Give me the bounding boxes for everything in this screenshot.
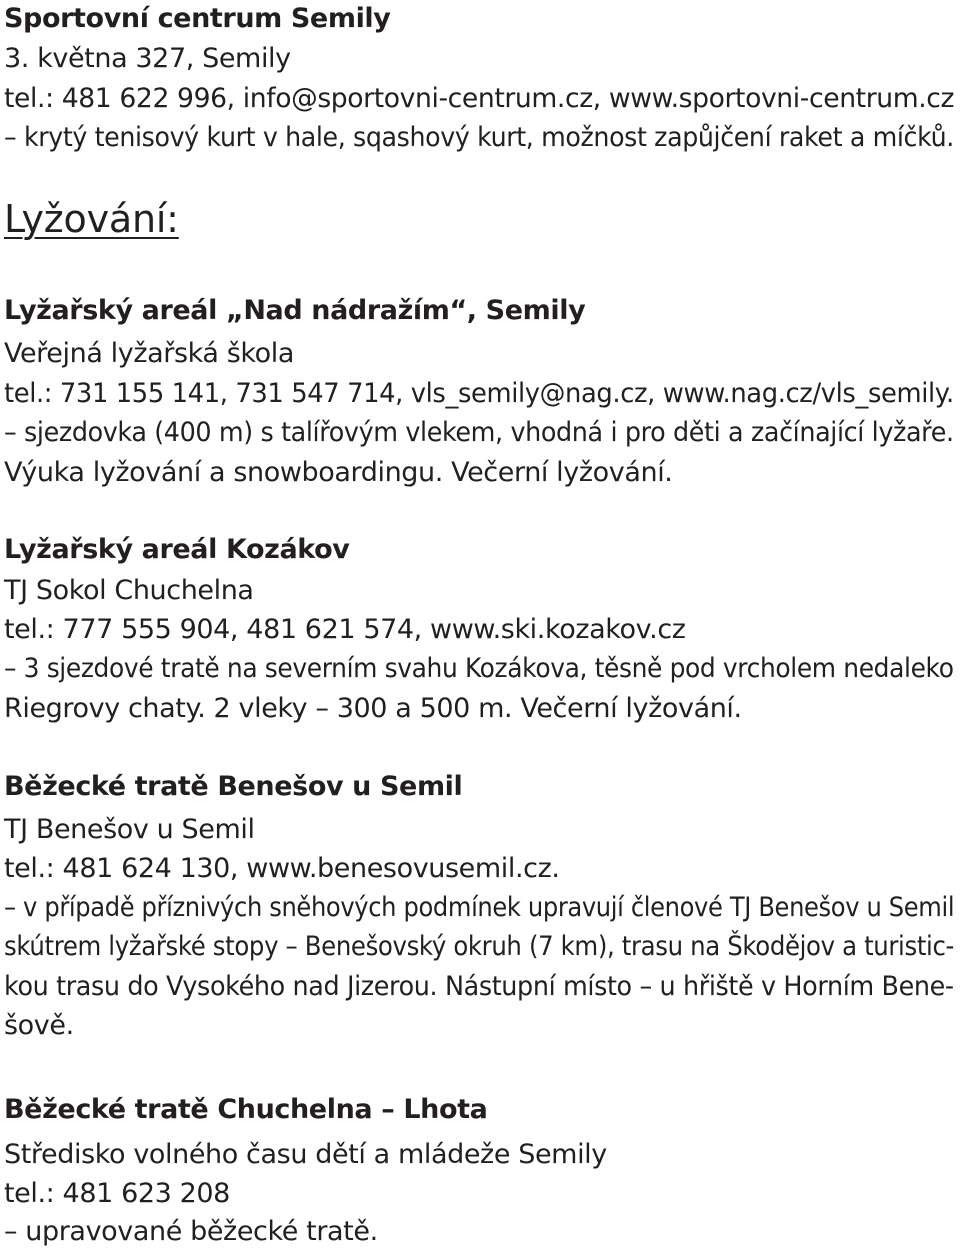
xc-trails-chuchelna-subtitle: Středisko volného času dětí a mládeže Semily [4, 1139, 607, 1170]
section-title-skiing: Lyžování: [4, 197, 179, 241]
xc-trails-chuchelna-contact: tel.: 481 623 208 [4, 1178, 230, 1209]
xc-trails-benesov-description-2: skútrem lyžařské stopy – Benešovský okruh (7 km), trasu na Škodějov a turistic- [4, 931, 954, 962]
ski-area-kozakov-description-1: – 3 sjezdové tratě na severním svahu Kozákova, těsně pod vrcholem nedaleko [4, 653, 954, 684]
ski-area-nad-nadrazim-title: Lyžařský areál „Nad nádražím“, Semily [4, 295, 586, 326]
xc-trails-benesov-description-4: šově. [4, 1010, 74, 1041]
xc-trails-chuchelna-title: Běžecké tratě Chuchelna – Lhota [4, 1094, 488, 1125]
xc-trails-benesov-description-1: – v případě příznivých sněhových podmínek upravují členové TJ Benešov u Semil [4, 892, 955, 923]
ski-area-nad-nadrazim-subtitle: Veřejná lyžařská škola [4, 338, 295, 369]
ski-area-nad-nadrazim-description-2: Výuka lyžování a snowboardingu. Večerní lyžování. [4, 457, 673, 488]
sport-center-description: – krytý tenisový kurt v hale, sqashový kurt, možnost zapůjčení raket a míčků. [4, 122, 954, 153]
xc-trails-benesov-title: Běžecké tratě Benešov u Semil [4, 771, 463, 802]
xc-trails-benesov-subtitle: TJ Benešov u Semil [4, 814, 255, 845]
sport-center-title: Sportovní centrum Semily [4, 3, 391, 34]
xc-trails-benesov-description-3: kou trasu do Vysokého nad Jizerou. Nástupní místo – u hřiště v Horním Bene- [4, 971, 954, 1002]
ski-area-nad-nadrazim-contact: tel.: 731 155 141, 731 547 714, vls_semily@nag.cz, www.nag.cz/vls_semily. [4, 378, 954, 409]
ski-area-kozakov-subtitle: TJ Sokol Chuchelna [4, 575, 254, 606]
sport-center-address: 3. května 327, Semily [4, 43, 291, 74]
sport-center-contact: tel.: 481 622 996, info@sportovni-centrum.cz, www.sportovni-centrum.cz [4, 83, 955, 114]
xc-trails-benesov-contact: tel.: 481 624 130, www.benesovusemil.cz. [4, 853, 560, 884]
xc-trails-chuchelna-description: – upravované běžecké tratě. [4, 1216, 378, 1247]
ski-area-kozakov-description-2: Riegrovy chaty. 2 vleky – 300 a 500 m. Večerní lyžování. [4, 693, 742, 724]
ski-area-nad-nadrazim-description-1: – sjezdovka (400 m) s talířovým vlekem, vhodná i pro děti a začínající lyžaře. [4, 417, 954, 448]
ski-area-kozakov-contact: tel.: 777 555 904, 481 621 574, www.ski.kozakov.cz [4, 614, 686, 645]
ski-area-kozakov-title: Lyžařský areál Kozákov [4, 534, 350, 565]
